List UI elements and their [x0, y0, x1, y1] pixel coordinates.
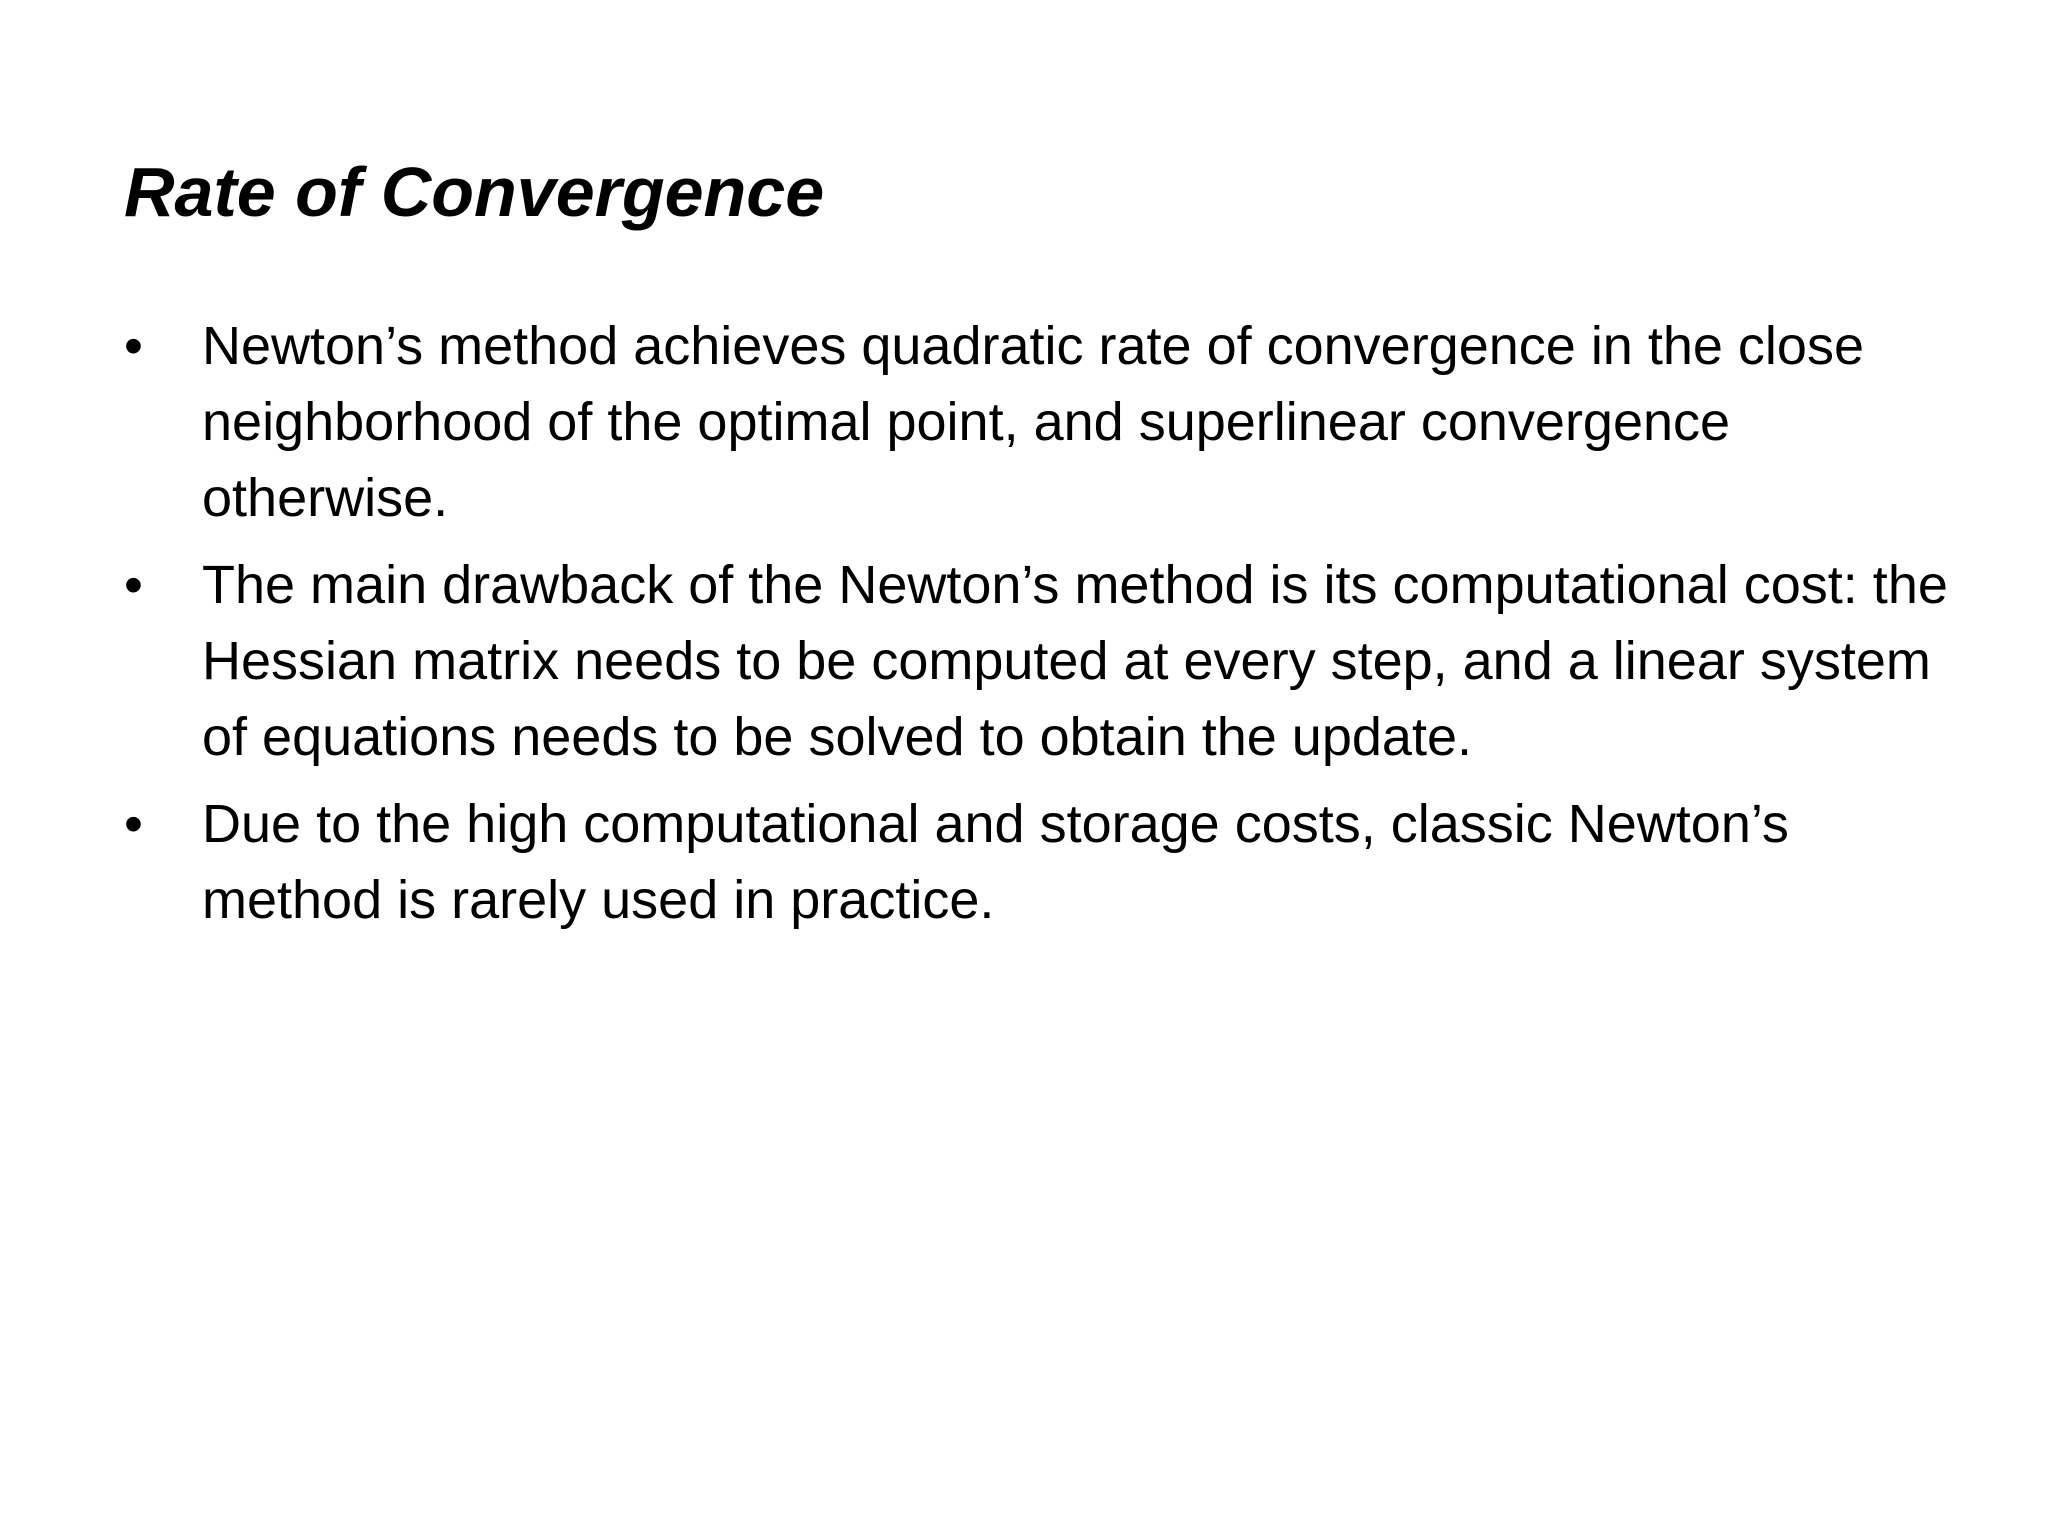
bullet-item-1 — [124, 308, 1954, 536]
bullet-marker: • — [124, 555, 143, 615]
slide-title: Rate of Convergence — [124, 153, 825, 231]
bullet-item-3 — [124, 786, 1954, 938]
bullet-list — [124, 308, 1954, 949]
bullet-marker: • — [124, 316, 143, 376]
bullet-item-2 — [124, 547, 1954, 775]
bullet-text: The main drawback of the Newton’s method is its computational cost: the Hessian matrix needs to be computed at every step, and a linear system of equations needs to be solved to obtain the update. — [202, 555, 1948, 767]
bullet-marker: • — [124, 794, 143, 854]
bullet-text: Newton’s method achieves quadratic rate of convergence in the close neighborhood of the optimal point, and superlinear convergence otherwise. — [202, 316, 1864, 528]
bullet-text: Due to the high computational and storage costs, classic Newton’s method is rarely used in practice. — [202, 794, 1789, 930]
